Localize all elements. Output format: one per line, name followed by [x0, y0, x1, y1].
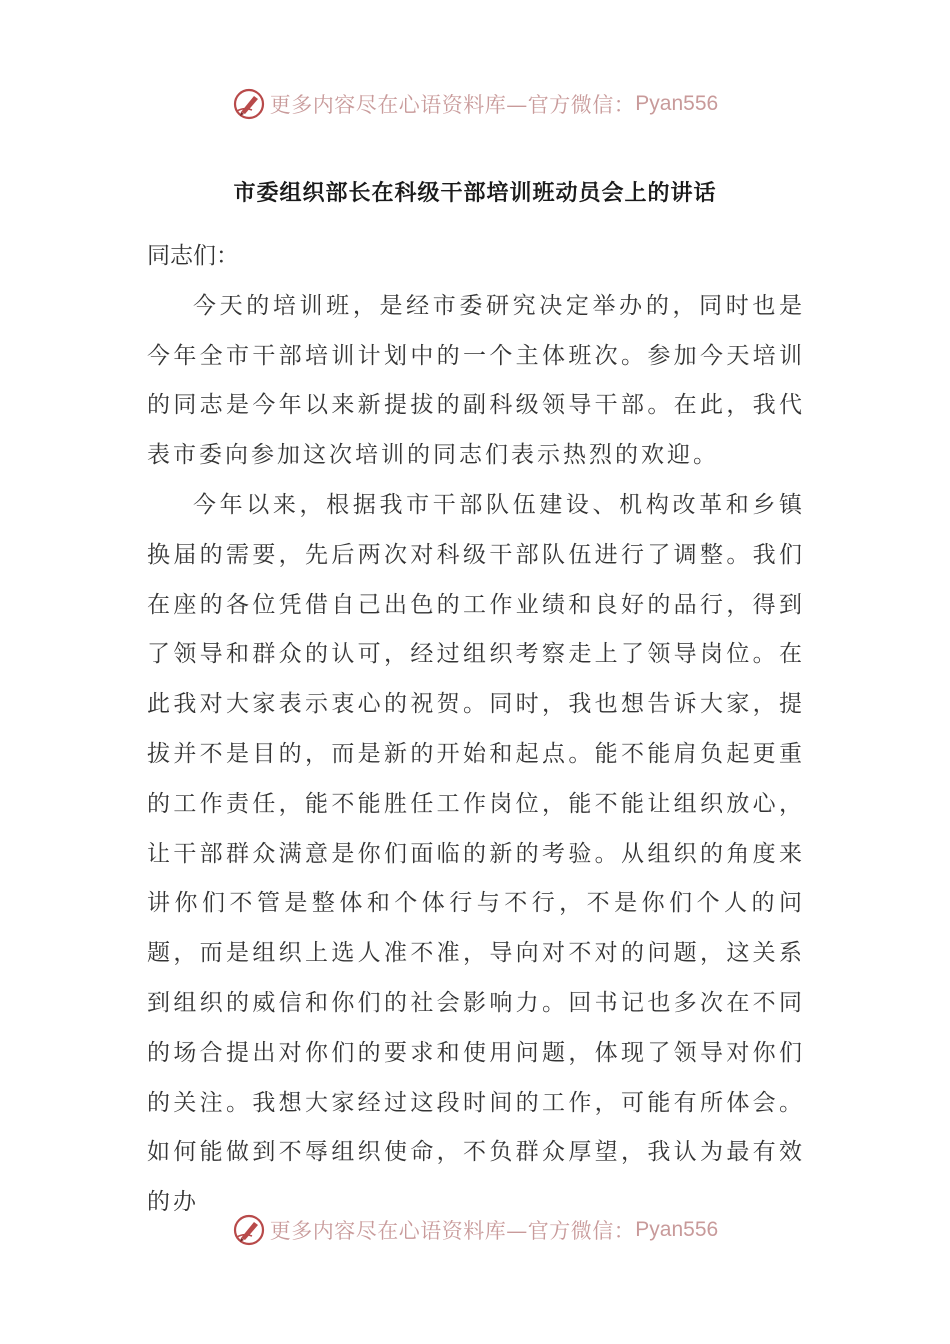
document-title: 市委组织部长在科级干部培训班动员会上的讲话 [233, 181, 717, 206]
footer-watermark [0, 1210, 950, 1250]
watermark-text: 更多内容尽在心语资料库—官方微信： [269, 1219, 636, 1243]
paragraph-2: 今年以来，根据我市干部队伍建设、机构改革和乡镇换届的需要，先后两次对科级干部队伍进行了调整。我们在座的各位凭借自己出色的工作业绩和良好的品行，得到了领导和群众的认可，经过组织考察走上了领导岗位。在此我对大家表示衷心的祝贺。同时，我也想告诉大家，提拔并不是目的，而是新的开始和起点。能不能肩负起更重的工作责任，能不能胜任工作岗位，能不能让组织放心，让干部群众满意是你们面临的新的考验。从组织的角度来讲你们不管是整体和个体行与不行，不是你们个人的问题，而是组织上选人准不准，导向对不对的问题，这关系到组织的威信和你们的社会影响力。回书记也多次在不同的场合提出对你们的要求和使用问题，体现了领导对你们的关注。我想大家经过这段时间的工作，可能有所体会。如何能做到不辱组织使命，不负群众厚望，我认为最有效的办 [147, 491, 805, 1216]
salutation: 同志们： [147, 243, 239, 269]
watermark-handle: Pyan556 [635, 92, 719, 115]
pen-logo-icon [232, 1213, 266, 1247]
pen-logo-icon [232, 87, 266, 121]
header-watermark [0, 84, 950, 124]
document-body [147, 232, 805, 1228]
watermark-text: 更多内容尽在心语资料库—官方微信： [269, 93, 636, 117]
watermark-handle: Pyan556 [635, 1218, 719, 1241]
paragraph-1: 今天的培训班，是经市委研究决定举办的，同时也是今年全市干部培训计划中的一个主体班次。参加今天培训的同志是今年以来新提拔的副科级领导干部。在此，我代表市委向参加这次培训的同志们表示热烈的欢迎。 [147, 292, 805, 469]
